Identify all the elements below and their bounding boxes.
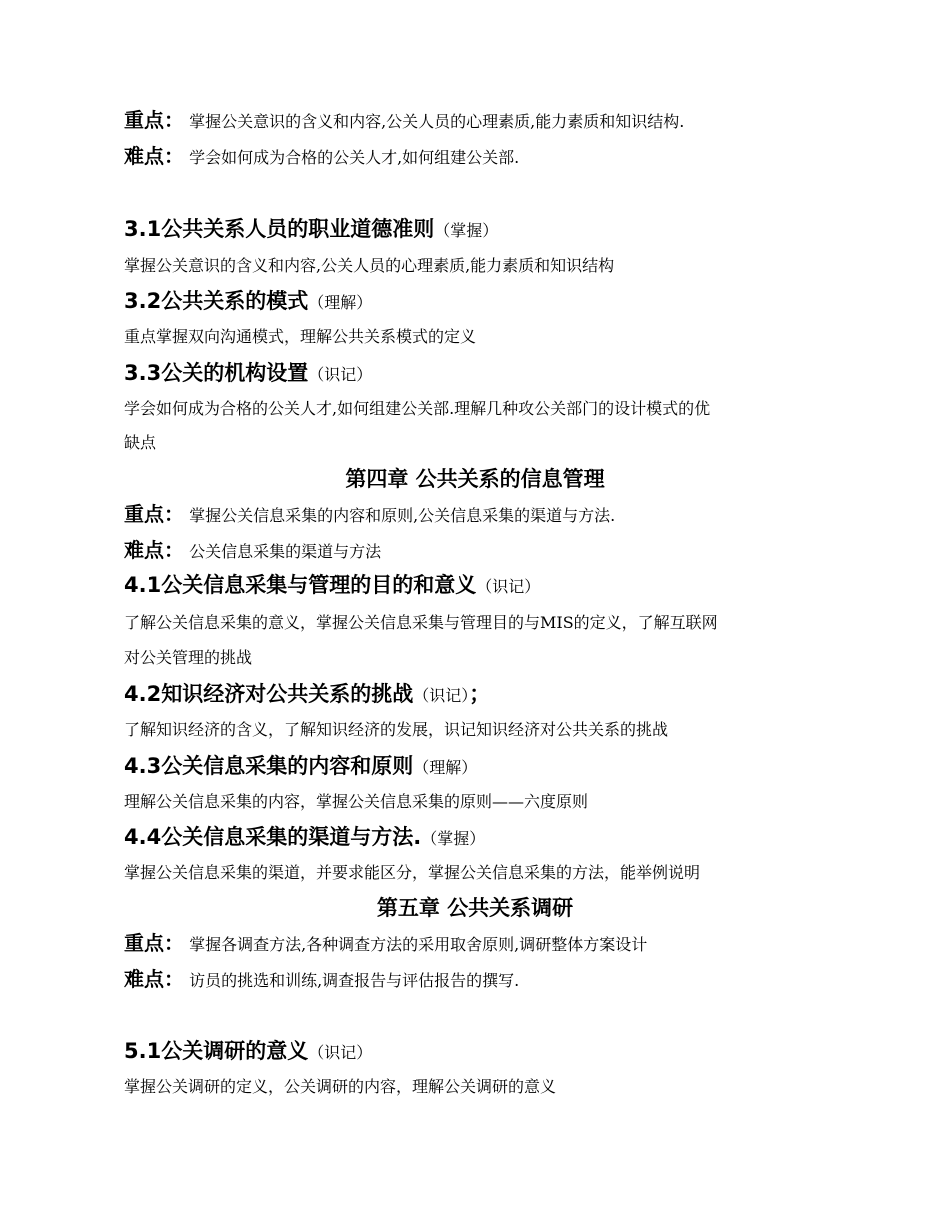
difficulty-label: 难点： [124, 967, 184, 991]
section-level: （识记） [308, 1043, 373, 1062]
focus-text: 掌握公关信息采集的内容和原则,公关信息采集的渠道与方法. [189, 506, 616, 525]
chapter-4-focus-line [124, 504, 615, 526]
section-title: 4.1公关信息采集与管理的目的和意义 [124, 573, 477, 597]
intro-focus-line [124, 110, 684, 132]
focus-text: 掌握公关意识的含义和内容,公关人员的心理素质,能力素质和知识结构. [189, 112, 685, 131]
difficulty-label: 难点： [124, 144, 184, 168]
section-4-1-heading [124, 572, 540, 600]
difficulty-text: 访员的挑选和训练,调查报告与评估报告的撰写. [189, 971, 520, 990]
section-3-3-desc-line2: 缺点 [124, 433, 157, 452]
focus-label: 重点： [124, 108, 184, 132]
chapter-5-focus-line [124, 933, 647, 955]
difficulty-label: 难点： [124, 538, 184, 562]
focus-text: 掌握各调查方法,各种调查方法的采用取舍原则,调研整体方案设计 [189, 935, 648, 954]
chapter-5-difficulty-line [124, 969, 519, 991]
section-4-4-desc: 掌握公关信息采集的渠道，并要求能区分，掌握公关信息采集的方法，能举例说明 [124, 863, 701, 882]
section-title: 3.2公共关系的模式 [124, 289, 309, 313]
section-4-2-heading [124, 681, 490, 709]
section-title: 5.1公关调研的意义 [124, 1039, 309, 1063]
section-level: （理解） [308, 293, 373, 312]
section-4-2-desc: 了解知识经济的含义，了解知识经济的发展，识记知识经济对公共关系的挑战 [124, 720, 669, 739]
focus-label: 重点： [124, 502, 184, 526]
section-level: （理解） [413, 758, 478, 777]
section-3-3-heading [124, 360, 372, 388]
section-4-3-desc: 理解公关信息采集的内容，掌握公关信息采集的原则——六度原则 [124, 792, 589, 811]
section-5-1-desc: 掌握公关调研的定义，公关调研的内容，理解公关调研的意义 [124, 1077, 557, 1096]
section-title: 4.4公关信息采集的渠道与方法. [124, 825, 422, 849]
section-title: 4.3公关信息采集的内容和原则 [124, 754, 414, 778]
section-3-3-desc-line1: 学会如何成为合格的公关人才,如何组建公关部.理解几种攻公关部门的设计模式的优 [124, 399, 711, 418]
difficulty-text: 公关信息采集的渠道与方法 [189, 542, 382, 561]
section-5-1-heading [124, 1038, 372, 1066]
section-title: 4.2知识经济对公共关系的挑战 [124, 682, 414, 706]
focus-label: 重点： [124, 931, 184, 955]
section-level: （识记） [308, 365, 373, 384]
section-suffix: ； [469, 682, 491, 706]
difficulty-text: 学会如何成为合格的公关人才,如何组建公关部. [189, 148, 520, 167]
section-4-1-desc-line2: 对公关管理的挑战 [124, 648, 253, 667]
chapter-5-title: 第五章 公共关系调研 [376, 895, 574, 920]
section-3-2-desc: 重点掌握双向沟通模式，理解公共关系模式的定义 [124, 327, 477, 346]
section-level: （掌握） [421, 829, 486, 848]
section-3-1-desc: 掌握公关意识的含义和内容,公关人员的心理素质,能力素质和知识结构 [124, 256, 615, 275]
section-title: 3.1公共关系人员的职业道德准则 [124, 217, 435, 241]
section-4-1-desc-line1: 了解公关信息采集的意义，掌握公关信息采集与管理目的与MIS的定义，了解互联网 [124, 613, 718, 632]
intro-difficulty-line [124, 146, 519, 168]
section-level: （识记） [476, 577, 541, 596]
section-3-2-heading [124, 288, 372, 316]
section-3-1-heading [124, 216, 498, 244]
section-4-4-heading [124, 824, 485, 852]
chapter-4-difficulty-line [124, 540, 381, 562]
section-level: （掌握） [434, 221, 499, 240]
section-4-3-heading [124, 753, 477, 781]
chapter-4-title: 第四章 公共关系的信息管理 [345, 466, 605, 491]
section-level: （识记） [413, 686, 470, 705]
section-title: 3.3公关的机构设置 [124, 361, 309, 385]
